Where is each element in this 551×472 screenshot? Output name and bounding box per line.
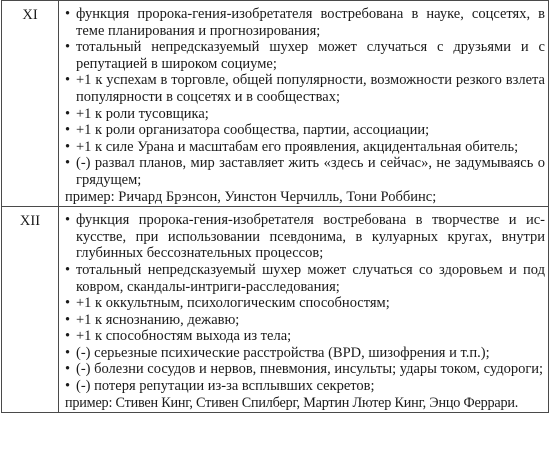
list-item-text: +1 к оккультным, психологическим способностям; [76,295,390,312]
bullet-icon: • [65,344,71,361]
bullet-icon: • [65,212,71,229]
example-line: пример: Ричард Брэнсон, Уинстон Черчилль, Тони Роббинс; [65,188,437,205]
list-item [65,39,545,72]
list-item [65,106,545,123]
list-item-text: +1 к роли организатора сообщества, партии, ассоциации; [76,122,430,139]
bullet-icon: • [65,6,71,22]
bullet-icon: • [65,295,71,312]
house-number-cell: XI [2,1,59,207]
example-line: пример: Стивен Кинг, Стивен Спилберг, Мартин Лютер Кинг, Энцо Феррари. [65,394,519,411]
list-item-text: (-) серьезные психические расстройства (BPD, шизофрения и т.п.); [76,344,490,361]
list-item-text: тотальный непредсказуемый шухер может случаться со здоровьем и под ковром, скандалы-интриги-расследования; [76,261,545,295]
list-item-text: функция пророка-гения-изобретателя востребована в творчестве и искусстве, при использовании псевдонима, в кулуарных кругах, внутри глубинных бессознательных процессов; [76,212,545,262]
list-item-text: тотальный непредсказуемый шухер может случаться с друзьями и с репутацией в широком социуме; [76,39,545,72]
list-item [65,295,545,312]
bullet-icon: • [65,311,71,328]
house-number-cell: XII [2,207,59,413]
list-item [65,122,545,139]
bullet-icon: • [65,122,71,139]
list-item [65,139,545,156]
house-description-cell [59,207,549,413]
bullet-icon: • [65,328,71,345]
list-item-text: (-) болезни сосудов и нервов, пневмония, инсульты; удары током, судороги; [76,361,544,378]
list-item [65,6,545,39]
bullet-icon: • [65,378,71,395]
bullet-icon: • [65,155,71,172]
table-row [2,1,549,207]
list-item-text: +1 к силе Урана и масштабам его проявления, акцидентальная обитель; [76,138,519,155]
list-item-text: функция пророка-гения-изобретателя востребована в науке, соцсетях, в теме планирования и прогнозирования; [76,6,545,39]
list-item-text: (-) развал планов, мир заставляет жить «здесь и сейчас», не задумываясь о грядущем; [76,155,545,188]
list-item [65,378,545,395]
bullet-icon: • [65,261,71,278]
list-item [65,212,545,262]
list-item [65,72,545,105]
bullet-icon: • [65,138,71,155]
bullet-icon: • [65,72,71,89]
planets-table [1,0,549,413]
list-item-text: +1 к яснознанию, дежавю; [76,311,240,328]
house-description-cell [59,1,549,207]
bullet-icon: • [65,105,71,122]
list-item [65,312,545,329]
bullet-icon: • [65,361,71,378]
list-item [65,361,545,378]
list-item [65,345,545,362]
list-item-text: +1 к роли тусовщика; [76,105,209,122]
table-row [2,207,549,413]
bullet-icon: • [65,39,71,56]
list-item [65,155,545,188]
list-item-text: +1 к способностям выхода из тела; [76,328,292,345]
list-item-text: (-) потеря репутации из-за всплывших секретов; [76,378,375,395]
list-item [65,262,545,295]
list-item [65,328,545,345]
list-item-text: +1 к успехам в торговле, общей популярности, возможности резкого взлета популярности в соцсетях и в сообществах; [76,72,545,105]
